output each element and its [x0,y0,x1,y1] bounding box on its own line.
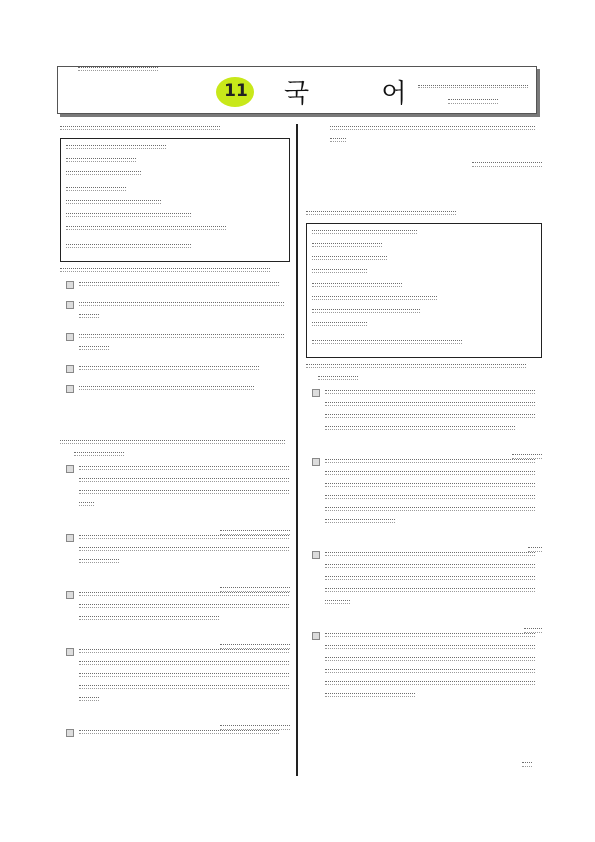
option-marker-icon [66,648,74,656]
question-3-stem [306,364,526,372]
passage-line [66,187,126,195]
source-citation [306,152,542,159]
source-citation [306,537,542,544]
column-divider [296,124,298,776]
answer-option[interactable] [66,332,290,358]
answer-option[interactable] [66,280,290,294]
passage-line [312,340,462,348]
answer-option[interactable] [66,300,290,326]
passage-line [66,200,161,208]
passage-box-1 [60,138,290,262]
source-citation [60,715,290,722]
answer-option[interactable] [66,728,290,742]
source-citation [306,444,542,451]
answer-option[interactable] [312,631,542,705]
answer-option[interactable] [312,550,542,612]
passage-line [66,145,166,153]
source-citation [60,577,290,584]
answer-option[interactable] [66,590,290,628]
page-number-mark [522,760,532,767]
passage-line [312,243,382,251]
passage-line [312,269,367,277]
option-marker-icon [312,458,320,466]
passage-line [312,322,367,330]
header-info-line-2 [448,97,498,105]
passage-intro-line [306,211,456,219]
option-marker-icon [312,551,320,559]
passage-line [66,171,141,179]
subject-number: 11 [224,81,248,101]
passage-line [66,213,191,221]
option-marker-icon [66,333,74,341]
option-marker-icon [66,465,74,473]
answer-option[interactable] [66,384,290,398]
question-1-stem [60,268,270,276]
passage-intro-line [60,126,220,134]
right-column [306,124,542,711]
option-marker-icon [66,385,74,393]
passage-line [66,158,136,166]
answer-option[interactable] [312,388,542,438]
option-marker-icon [66,534,74,542]
option-marker-icon [66,729,74,737]
header-tag-text [78,65,158,73]
passage-line [312,296,437,304]
passage-line [66,244,191,252]
passage-box-2 [306,223,542,358]
answer-option[interactable] [66,647,290,709]
option-marker-icon [312,389,320,397]
passage-line [312,256,387,264]
source-citation [306,618,542,625]
continued-text [330,138,346,146]
continued-text [330,126,535,134]
source-citation [60,634,290,641]
subject-title: 국 어 [284,79,439,109]
option-marker-icon [66,591,74,599]
answer-option[interactable] [66,464,290,514]
passage-line [312,230,417,238]
answer-option[interactable] [66,533,290,571]
header-info-line [418,83,528,95]
option-marker-icon [66,281,74,289]
passage-line [312,309,420,317]
answer-option[interactable] [312,457,542,531]
option-marker-icon [66,365,74,373]
question-2-stem [60,440,285,448]
option-marker-icon [66,301,74,309]
option-marker-icon [312,632,320,640]
question-3-stem-cont [318,376,358,384]
exam-header [57,66,537,114]
answer-option[interactable] [66,364,290,378]
question-2-stem-cont [74,452,124,460]
source-citation [60,520,290,527]
left-column [60,124,290,748]
passage-line [66,226,226,234]
passage-line [312,283,402,291]
